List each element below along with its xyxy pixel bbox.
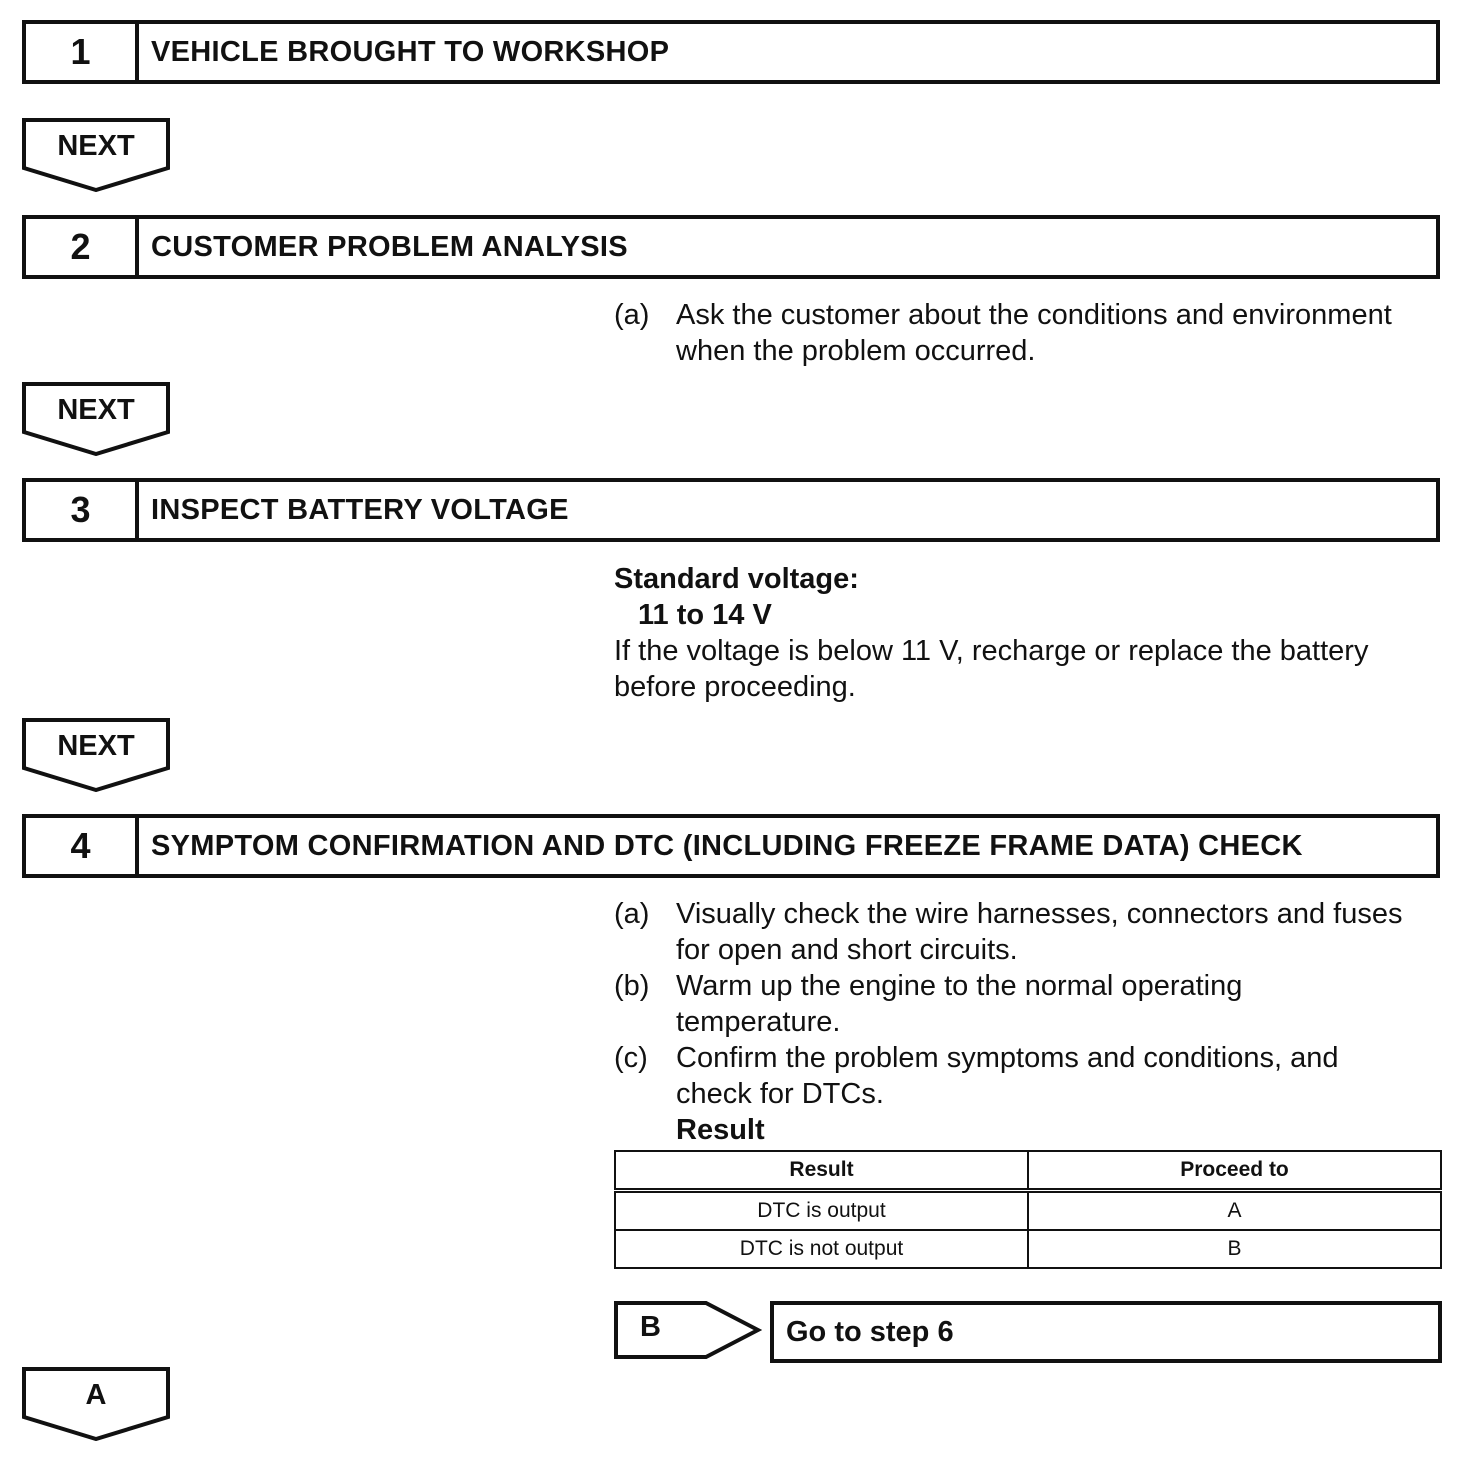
- item-text-line: Confirm the problem symptoms and conditions, and: [676, 1042, 1339, 1074]
- table-cell: A: [1028, 1191, 1441, 1231]
- item-text-line: Ask the customer about the conditions and environment: [676, 299, 1392, 331]
- next-arrow-3[interactable]: [22, 718, 170, 792]
- item-text-line: check for DTCs.: [676, 1078, 884, 1110]
- branch-b-arrow[interactable]: [614, 1301, 762, 1359]
- item-text-line: for open and short circuits.: [676, 934, 1018, 966]
- table-cell: DTC is not output: [615, 1230, 1028, 1268]
- item-text-line: Warm up the engine to the normal operating: [676, 970, 1243, 1002]
- next-label: NEXT: [57, 730, 135, 762]
- item-text-line: when the problem occurred.: [676, 335, 1036, 367]
- next-arrow-1[interactable]: [22, 118, 170, 192]
- step-title: VEHICLE BROUGHT TO WORKSHOP: [151, 35, 670, 68]
- item-label: (b): [614, 970, 650, 1002]
- item-text-line: Visually check the wire harnesses, connectors and fuses: [676, 898, 1403, 930]
- list-item: [614, 1040, 1442, 1148]
- voltage-note-line: before proceeding.: [614, 671, 856, 703]
- step-3-header: [22, 478, 1440, 542]
- column-header: Result: [615, 1151, 1028, 1191]
- next-label: NEXT: [57, 130, 135, 162]
- item-label: (c): [614, 1042, 648, 1074]
- step-3-instructions: [614, 561, 1442, 705]
- step-2-header: [22, 215, 1440, 279]
- step-4-instructions: [614, 896, 1442, 1148]
- goto-step-box[interactable]: Go to step 6: [770, 1301, 1442, 1363]
- table-cell: B: [1028, 1230, 1441, 1268]
- result-table: [614, 1150, 1442, 1269]
- next-arrow-2[interactable]: [22, 382, 170, 456]
- step-title: CUSTOMER PROBLEM ANALYSIS: [151, 230, 628, 263]
- step-number: 1: [26, 24, 139, 80]
- table-cell: DTC is output: [615, 1191, 1028, 1231]
- right-arrow-icon: [614, 1301, 762, 1359]
- step-1-header: [22, 20, 1440, 84]
- step-number: 3: [26, 482, 139, 538]
- step-title: INSPECT BATTERY VOLTAGE: [151, 493, 569, 526]
- list-item: [614, 297, 1442, 369]
- step-2-instructions: [614, 297, 1442, 369]
- table-row: [615, 1230, 1441, 1268]
- item-label: (a): [614, 299, 650, 331]
- next-label: NEXT: [57, 394, 135, 426]
- next-label: A: [85, 1379, 107, 1411]
- result-heading: Result: [676, 1114, 765, 1146]
- branch-label: B: [640, 1311, 661, 1343]
- final-arrow-a[interactable]: [22, 1367, 170, 1441]
- item-label: (a): [614, 898, 650, 930]
- list-item: [614, 896, 1442, 968]
- step-number: 4: [26, 818, 139, 874]
- voltage-note-line: If the voltage is below 11 V, recharge or replace the battery: [614, 635, 1369, 667]
- standard-voltage-label: Standard voltage:: [614, 563, 859, 595]
- step-number: 2: [26, 219, 139, 275]
- step-title: SYMPTOM CONFIRMATION AND DTC (INCLUDING FREEZE FRAME DATA) CHECK: [151, 829, 1303, 862]
- column-header: Proceed to: [1028, 1151, 1441, 1191]
- table-row: [615, 1191, 1441, 1231]
- list-item: [614, 968, 1442, 1040]
- table-header-row: [615, 1151, 1441, 1191]
- step-4-header: [22, 814, 1440, 878]
- standard-voltage-value: 11 to 14 V: [638, 599, 772, 631]
- item-text-line: temperature.: [676, 1006, 841, 1038]
